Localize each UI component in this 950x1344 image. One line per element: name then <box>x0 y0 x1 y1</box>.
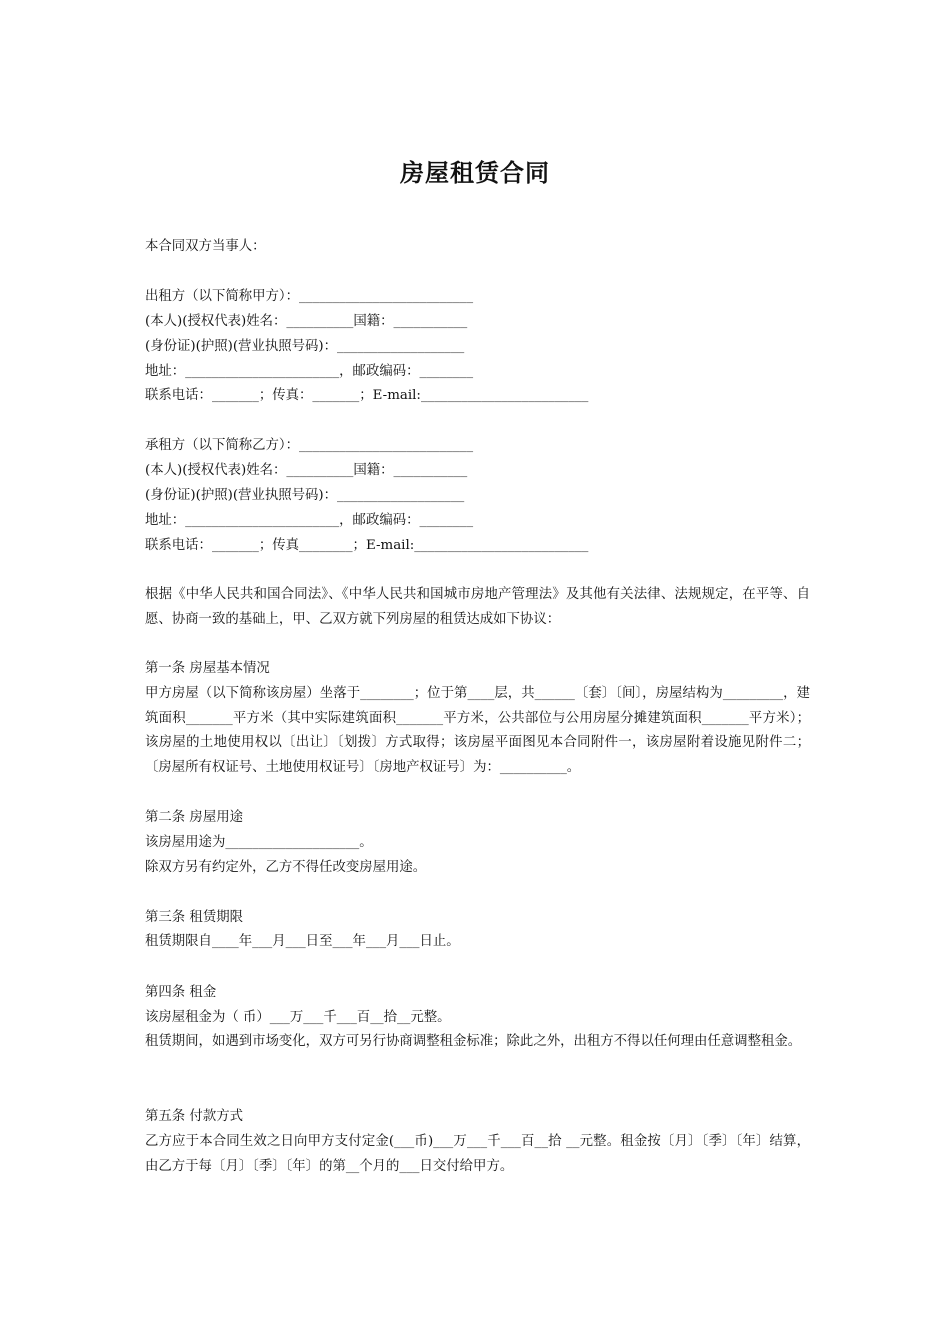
lessee-contact-line: 联系电话：_______；传真________；E-mail:__________________________ <box>145 538 589 553</box>
intro-text: 本合同双方当事人： <box>145 239 266 254</box>
article-5-heading: 第五条 付款方式 <box>145 1109 243 1124</box>
article-1-body: 甲方房屋（以下简称该房屋）坐落于________；位于第____层，共______〔套〕〔间〕，房屋结构为_________，建筑面积_______平方米（其中实际建筑面积_______平方米，公共部位与公用房屋分摊建筑面积_______平方米）；该房屋的土地使用权以〔出让〕〔划拨〕方式取得；该房屋平面图见本合同附件一，该房屋附着设施见附件二；〔房屋所有权证号、土地使用权证号〕〔房地产权证号〕为：__________。 <box>145 686 810 776</box>
lessor-id-line: (身份证)(护照)(营业执照号码)：___________________ <box>145 339 465 354</box>
lessor-name-line: 出租方（以下简称甲方）：__________________________ <box>145 289 474 304</box>
article-3-heading: 第三条 租赁期限 <box>145 910 243 925</box>
lessee-name-line: 承租方（以下简称乙方）：__________________________ <box>145 438 474 453</box>
article-2-heading: 第二条 房屋用途 <box>145 810 243 825</box>
article-4-line-1: 该房屋租金为（ 币）___万___千___百__拾__元整。 <box>145 1010 451 1025</box>
article-2-line-1: 该房屋用途为____________________。 <box>145 835 373 850</box>
lessor-contact-line: 联系电话：_______；传真：_______；E-mail:_________________________ <box>145 388 589 403</box>
preamble-paragraph: 根据《中华人民共和国合同法》、《中华人民共和国城市房地产管理法》及其他有关法律、法规规定，在平等、自愿、协商一致的基础上，甲、乙双方就下列房屋的租赁达成如下协议： <box>145 587 810 627</box>
article-5-body: 乙方应于本合同生效之日向甲方支付定金(___币)___万___千___百__拾 __元整。租金按〔月〕〔季〕〔年〕结算，由乙方于每〔月〕〔季〕〔年〕的第__个月的___日交付给甲方。 <box>145 1134 810 1174</box>
article-1-heading: 第一条 房屋基本情况 <box>145 661 270 676</box>
article-3-line-1: 租赁期限自____年___月___日至___年___月___日止。 <box>145 934 460 949</box>
article-4-body: 租赁期间，如遇到市场变化，双方可另行协商调整租金标准；除此之外，出租方不得以任何理由任意调整租金。 <box>145 1034 802 1049</box>
lessor-rep-line: (本人)(授权代表)姓名：__________国籍：___________ <box>145 314 468 329</box>
document-title: 房屋租赁合同 <box>400 158 550 187</box>
lessee-address-line: 地址：_______________________，邮政编码：________ <box>145 513 474 528</box>
lessee-rep-line: (本人)(授权代表)姓名：__________国籍：___________ <box>145 463 468 478</box>
lessor-address-line: 地址：_______________________，邮政编码：________ <box>145 364 474 379</box>
article-4-heading: 第四条 租金 <box>145 985 217 1000</box>
article-2-line-2: 除双方另有约定外，乙方不得任改变房屋用途。 <box>145 860 427 875</box>
lessee-id-line: (身份证)(护照)(营业执照号码)：___________________ <box>145 488 465 503</box>
